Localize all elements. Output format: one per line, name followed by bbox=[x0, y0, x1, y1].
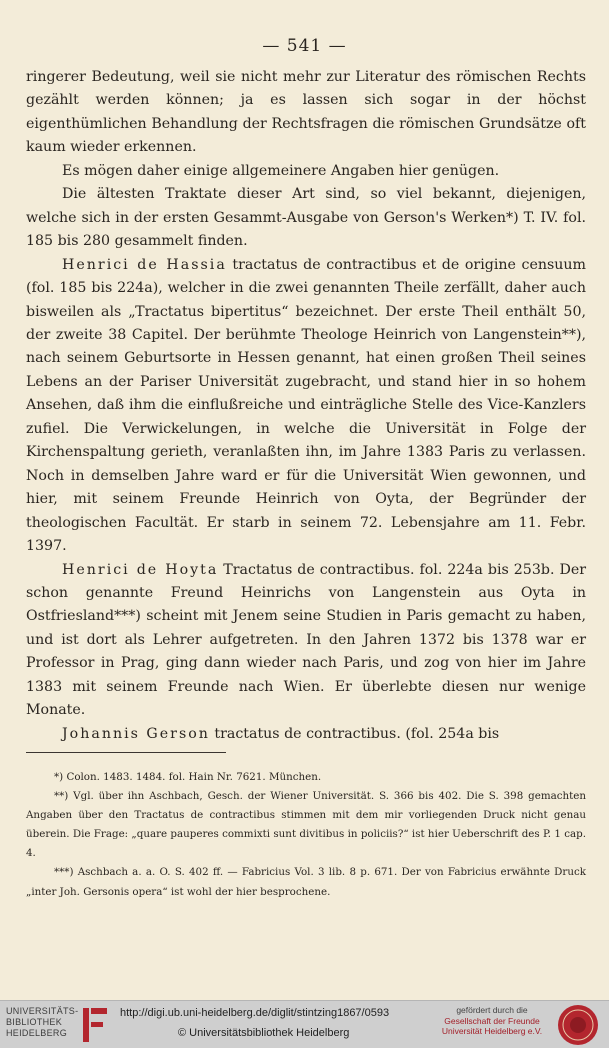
digitization-footer bbox=[0, 1000, 609, 1048]
footnote: **) Vgl. über ihn Aschbach, Gesch. der Wiener Universität. S. 366 bis 402. Die S. 398 gemachten Angaben über den Tractatus de contractibus stimmen mit dem mir vorliegenden Druck nicht genau überein. Die Frage: „quare pauperes commixti sunt divitibus in policiis?“ ist hier Ueberschrift des P. 1 cap. 4. bbox=[26, 790, 586, 860]
footnote-divider bbox=[26, 752, 226, 753]
funder-line: Gesellschaft der Freunde bbox=[444, 1015, 540, 1026]
funder-note bbox=[436, 1005, 548, 1037]
library-name bbox=[6, 1006, 78, 1039]
paragraph bbox=[26, 723, 586, 746]
body-text bbox=[26, 66, 586, 746]
funder-line: gefördert durch die bbox=[456, 1005, 528, 1015]
paragraph-lead: Henrici de Hassia bbox=[62, 256, 227, 273]
ub-heidelberg-logo-icon bbox=[82, 1006, 112, 1044]
paragraph bbox=[26, 254, 586, 559]
library-name-line: UNIVERSITÄTS- bbox=[6, 1006, 79, 1016]
paragraph-lead: Johannis Gerson bbox=[62, 725, 210, 742]
paragraph: Die ältesten Traktate dieser Art sind, so viel bekannt, diejenigen, welche sich in der ersten Gesammt-Ausgabe von Gerson's Werken*) T. IV. fol. 185 bis 280 gesammelt finden. bbox=[26, 186, 586, 250]
library-name-line: BIBLIOTHEK bbox=[6, 1017, 63, 1027]
footnotes bbox=[26, 768, 586, 902]
permalink-url[interactable]: http://digi.ub.uni-heidelberg.de/diglit/stintzing1867/0593 bbox=[120, 1007, 390, 1019]
university-seal-icon bbox=[557, 1004, 599, 1046]
paragraph-lead: Henrici de Hoyta bbox=[62, 561, 219, 578]
funder-line: Universität Heidelberg e.V. bbox=[441, 1026, 543, 1036]
library-name-line: HEIDELBERG bbox=[6, 1028, 68, 1038]
paragraph-text: tractatus de contractibus. (fol. 254a bis bbox=[209, 725, 500, 742]
copyright-notice: © Universitätsbibliothek Heidelberg bbox=[178, 1027, 350, 1039]
footnote: ***) Aschbach a. a. O. S. 402 ff. — Fabricius Vol. 3 lib. 8 p. 671. Der von Fabricius erwähnte Druck „inter Joh. Gersonis opera“ ist wohl der hier besprochene. bbox=[26, 866, 586, 898]
page-number: — 541 — bbox=[262, 36, 347, 56]
paragraph-text: Tractatus de contractibus. fol. 224a bis 253b. Der schon genannte Freund Heinrichs von Langenstein aus Oyta in Ostfriesland***) scheint mit Jenem seine Studien in Paris gemacht zu haben, und ist dort als Lehrer aufgetreten. In den Jahren 1372 bis 1378 war er Professor in Prag, ging dann wieder nach Paris, und zog von hier im Jahre 1383 mit seinem Freunde nach Wien. Er überlebte diesen nur wenige Monate. bbox=[26, 561, 587, 719]
paragraph bbox=[26, 559, 586, 723]
footnote: *) Colon. 1483. 1484. fol. Hain Nr. 7621. München. bbox=[54, 771, 322, 783]
paragraph-text: tractatus de contractibus et de origine censuum (fol. 185 bis 224a), welcher in die zwei genannten Theile zerfällt, daher auch bisweilen als „Tractatus bipertitus“ bezeichnet. Der erste Theil enthält 50, der zweite 38 Capitel. Der berühmte Theologe Heinrich von Langenstein**), nach seinem Geburtsorte in Hessen genannt, hat einen großen Theil seines Lebens an der Pariser Universität zugebracht, und stand hier in so hohem Ansehen, daß ihm die einflußreiche und einträgliche Stelle des Vice-Kanzlers zufiel. Die Verwickelungen, in welche die Universität in Folge der Kirchenspaltung gerieth, veranlaßten ihn, im Jahre 1383 Paris zu verlassen. Noch in demselben Jahre ward er für die Universität Wien gewonnen, und hier, mit seinem Freunde Heinrich von Oyta, der Begründer der theologischen Facultät. Er starb in seinem 72. Lebensjahre am 11. Febr. 1397. bbox=[26, 256, 586, 555]
paragraph: ringerer Bedeutung, weil sie nicht mehr zur Literatur des römischen Rechts gezählt werden können; ja es lassen sich sogar in der höchst eigenthümlichen Behandlung der Rechtsfragen die römischen Grundsätze oft kaum wieder erkennen. bbox=[26, 69, 586, 156]
paragraph: Es mögen daher einige allgemeinere Angaben hier genügen. bbox=[62, 162, 500, 179]
